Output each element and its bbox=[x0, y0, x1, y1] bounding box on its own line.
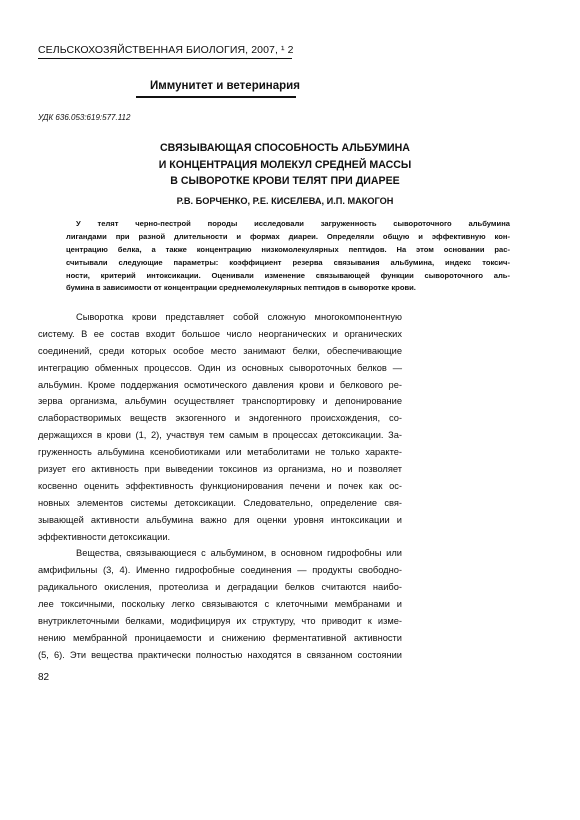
body-line: груженность альбумина ксенобиотиками или метаболитами не только характе- bbox=[38, 447, 402, 458]
body-line: систему. В ее состав входит большое число неорганических и органических bbox=[38, 328, 402, 339]
body-line: нению мембранной проницаемости и снижению ферментативной активности bbox=[38, 632, 402, 643]
article-title bbox=[60, 140, 510, 190]
body-line: зерва организма, альбумин осуществляет транспортировку и депонирование bbox=[38, 396, 402, 407]
journal-header: СЕЛЬСКОХОЗЯЙСТВЕННАЯ БИОЛОГИЯ, 2007, ¹ 2 bbox=[38, 44, 292, 59]
abstract-line: У телят черно-пестрой породы исследовали загруженность сывороточного альбумина bbox=[76, 219, 510, 228]
section-title: Иммунитет и ветеринария bbox=[150, 80, 300, 92]
article-title-line: И КОНЦЕНТРАЦИЯ МОЛЕКУЛ СРЕДНЕЙ МАССЫ bbox=[158, 158, 412, 171]
section-underline bbox=[136, 96, 296, 98]
body-line: Сыворотка крови представляет собой сложную многокомпонентную bbox=[76, 312, 402, 322]
body-line: амфифильны (3, 4). Именно гидрофобные соединения — продукты свободно- bbox=[38, 565, 402, 576]
body-line: радикального окисления, протеолиза и деградации белков считаются наибо- bbox=[38, 582, 402, 593]
body-line: (5, 6). Эти вещества практически полностью находятся в связанном состоянии bbox=[38, 649, 402, 660]
page-number: 82 bbox=[38, 672, 50, 683]
body-line: внутриклеточными белками, модифицируя их структуру, что приводит к изме- bbox=[38, 616, 402, 627]
body-text bbox=[38, 309, 402, 664]
body-line: лее токсичными, поскольку легко связываются с клеточными мембранами и bbox=[38, 599, 402, 610]
body-line: держащихся в крови (1, 2), участвуя тем самым в процессах детоксикации. За- bbox=[38, 430, 402, 441]
abstract-line: считывали следующие параметры: коэффициент резерва связывания альбумина, индекс токсич- bbox=[66, 257, 510, 267]
body-line: зывающей активности альбумина важно для оценки уровня интоксикации и bbox=[38, 514, 402, 525]
article-authors: Р.В. БОРЧЕНКО, Р.Е. КИСЕЛЕВА, И.П. МАКОГОН bbox=[176, 196, 394, 206]
article-title-line: СВЯЗЫВАЮЩАЯ СПОСОБНОСТЬ АЛЬБУМИНА bbox=[160, 142, 410, 154]
udc-code: УДК 636.053:619:577.112 bbox=[38, 113, 131, 122]
abstract-line: центрацию белка, а также концентрацию низкомолекулярных пептидов. На этом основании рас- bbox=[66, 244, 510, 254]
body-line: ризует его активность при выведении токсинов из организма, но и позволяет bbox=[38, 464, 402, 475]
body-line: соединений, среди которых особое место занимают белки, обеспечивающие bbox=[38, 345, 402, 356]
body-line: Вещества, связывающиеся с альбумином, в основном гидрофобны или bbox=[76, 548, 402, 559]
abstract-line: бумина в зависимости от концентрации среднемолекулярных пептидов в сыворотке крови. bbox=[66, 283, 416, 293]
body-line: новных элементов системы детоксикации. Следовательно, определение свя- bbox=[38, 497, 402, 508]
body-line: эффективности детоксикации. bbox=[38, 531, 171, 542]
body-line: интеграцию обменных процессов. Один из основных сывороточных белков — bbox=[38, 362, 402, 373]
abstract-line: ности, критерий интоксикации. Оценивали изменение связывающей функции сывороточного аль- bbox=[66, 270, 510, 280]
abstract-line: лигандами при разной длительности и формах диареи. Определяли общую и эффективную кон- bbox=[66, 231, 510, 241]
article-title-line: В СЫВОРОТКЕ КРОВИ ТЕЛЯТ ПРИ ДИАРЕЕ bbox=[170, 175, 400, 187]
body-line: альбумин. Кроме поддержания осмотического давления крови и белкового ре- bbox=[38, 379, 402, 390]
body-line: слаборастворимых веществ экзогенного и эндогенного происхождения, со- bbox=[38, 413, 402, 424]
abstract bbox=[66, 218, 510, 295]
body-line: косвенно оценить эффективность функционирования печени и почек как ос- bbox=[38, 480, 402, 491]
